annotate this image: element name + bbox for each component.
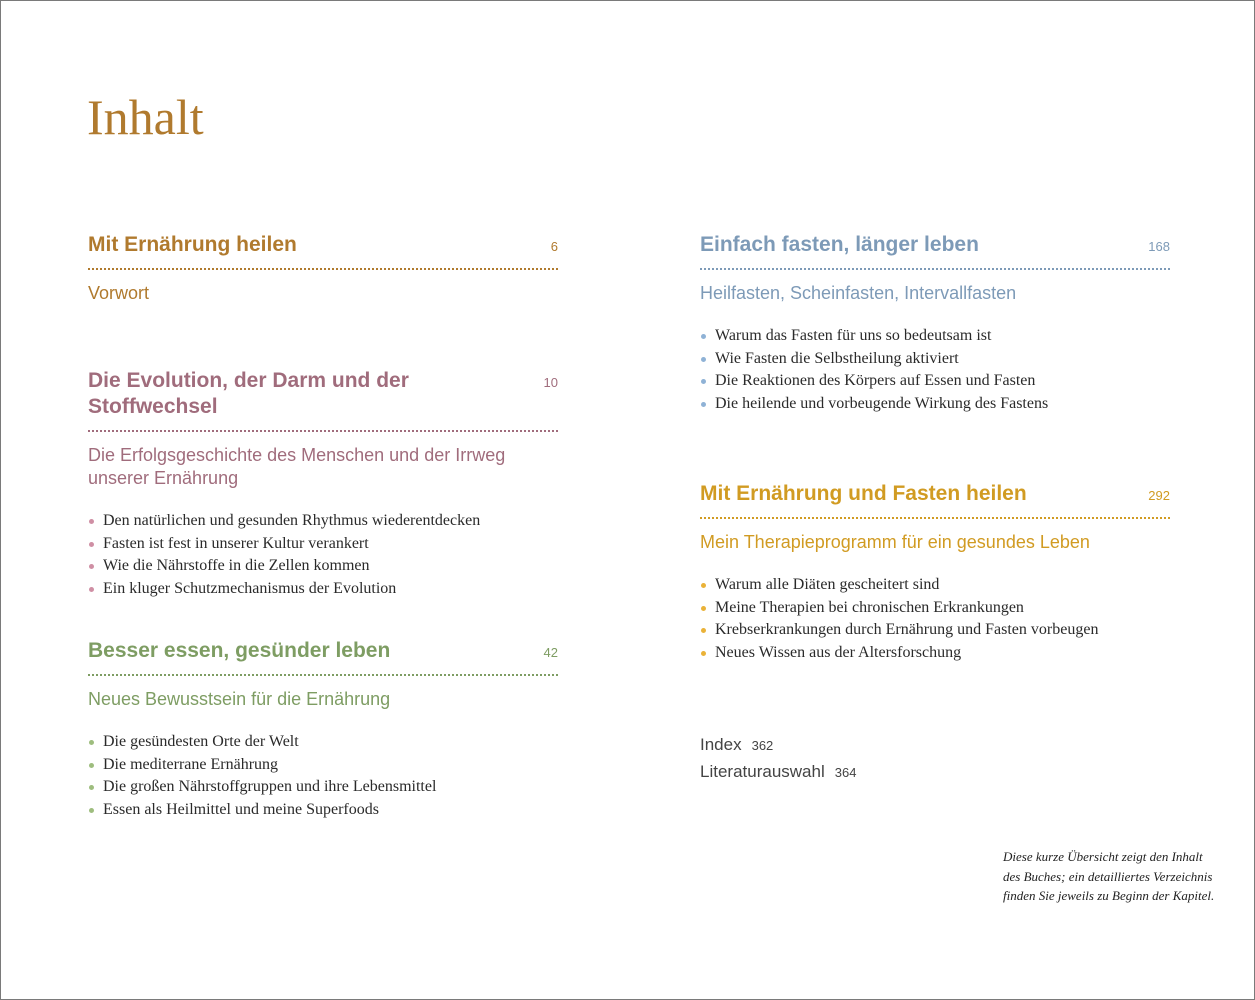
back-matter-entry-index[interactable] xyxy=(700,732,856,759)
chapter-page-number: 168 xyxy=(1148,239,1170,254)
page-title: Inhalt xyxy=(87,89,204,145)
chapter-topic-list xyxy=(88,731,558,821)
chapter-heading xyxy=(88,638,558,676)
topic-item: Fasten ist fest in unserer Kultur verankert xyxy=(88,533,558,556)
chapter-page-number: 6 xyxy=(550,239,558,254)
chapter-heading xyxy=(700,232,1170,270)
topic-item: Den natürlichen und gesunden Rhythmus wiederentdecken xyxy=(88,510,558,533)
topic-item: Die großen Nährstoffgruppen und ihre Lebensmittel xyxy=(88,776,558,799)
back-matter-entry-literatur[interactable] xyxy=(700,759,856,786)
topic-item: Wie die Nährstoffe in die Zellen kommen xyxy=(88,555,558,578)
entry-label: Literaturauswahl xyxy=(700,762,825,781)
chapter-subtitle: Vorwort xyxy=(88,283,150,303)
topic-item: Wie Fasten die Selbstheilung aktiviert xyxy=(700,348,1170,371)
entry-page-number: 364 xyxy=(834,765,857,780)
chapter-besser-essen xyxy=(88,638,558,821)
chapter-subtitle: Heilfasten, Scheinfasten, Intervallfasten xyxy=(700,283,1017,303)
chapter-topic-list xyxy=(88,510,558,600)
chapter-heading xyxy=(88,368,558,432)
topic-item: Die Reaktionen des Körpers auf Essen und Fasten xyxy=(700,370,1170,393)
chapter-topic-list xyxy=(700,574,1170,664)
topic-item: Neues Wissen aus der Altersforschung xyxy=(700,642,1170,665)
chapter-einfach-fasten xyxy=(700,232,1170,415)
chapter-title[interactable]: Die Evolution, der Darm und der Stoffwechsel xyxy=(88,369,409,418)
chapter-subtitle: Neues Bewusstsein für die Ernährung xyxy=(88,689,391,709)
topic-item: Warum das Fasten für uns so bedeutsam ist xyxy=(700,325,1170,348)
chapter-page-number: 292 xyxy=(1148,488,1170,503)
chapter-ernaehrung-und-fasten-heilen xyxy=(700,481,1170,664)
chapter-title[interactable]: Mit Ernährung und Fasten heilen xyxy=(700,482,1027,505)
topic-item: Ein kluger Schutzmechanismus der Evolution xyxy=(88,578,558,601)
topic-item: Essen als Heilmittel und meine Superfoods xyxy=(88,799,558,822)
chapter-heading xyxy=(88,232,558,270)
chapter-page-number: 10 xyxy=(543,375,558,390)
chapter-topic-list xyxy=(700,325,1170,415)
chapter-subtitle: Mein Therapieprogramm für ein gesundes Leben xyxy=(700,532,1090,552)
topic-item: Die mediterrane Ernährung xyxy=(88,754,558,777)
chapter-heading xyxy=(700,481,1170,519)
chapter-evolution-darm-stoffwechsel xyxy=(88,368,558,600)
chapter-page-number: 42 xyxy=(543,645,558,660)
chapter-title[interactable]: Einfach fasten, länger leben xyxy=(700,233,979,256)
topic-item: Die gesündesten Orte der Welt xyxy=(88,731,558,754)
chapter-subtitle: Die Erfolgsgeschichte des Menschen und der Irrweg unserer Ernährung xyxy=(88,445,506,488)
topic-item: Meine Therapien bei chronischen Erkrankungen xyxy=(700,597,1170,620)
chapter-title[interactable]: Besser essen, gesünder leben xyxy=(88,639,391,662)
topic-item: Warum alle Diäten gescheitert sind xyxy=(700,574,1170,597)
topic-item: Krebserkrankungen durch Ernährung und Fasten vorbeugen xyxy=(700,619,1170,642)
back-matter xyxy=(700,732,856,786)
entry-page-number: 362 xyxy=(751,738,774,753)
overview-note: Diese kurze Übersicht zeigt den Inhalt des Buches; ein detailliertes Verzeichnis finden Sie jeweils zu Beginn der Kapitel. xyxy=(1003,849,1215,903)
topic-item: Die heilende und vorbeugende Wirkung des Fastens xyxy=(700,393,1170,416)
entry-label: Index xyxy=(700,735,742,754)
chapter-title[interactable]: Mit Ernährung heilen xyxy=(88,233,297,256)
chapter-mit-ernaehrung-heilen xyxy=(88,232,558,305)
